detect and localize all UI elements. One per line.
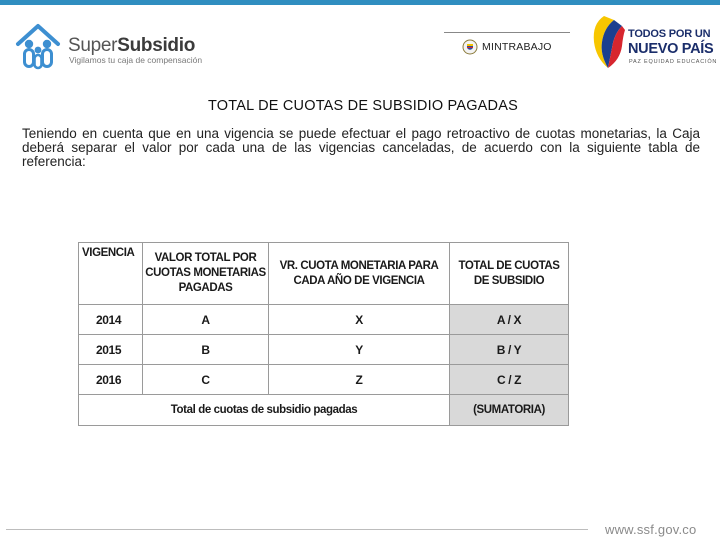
coat-of-arms-icon xyxy=(462,39,478,55)
cell-year: 2015 xyxy=(79,335,143,365)
cell-total: A / X xyxy=(450,305,569,335)
cell-year: 2014 xyxy=(79,305,143,335)
header-vr-cuota: VR. CUOTA MONETARIA PARA CADA AÑO DE VIGENCIA xyxy=(269,243,450,305)
mintrabajo-logo xyxy=(444,26,570,62)
cell-cuota: Z xyxy=(269,365,450,395)
supersubsidio-tagline: Vigilamos tu caja de compensación xyxy=(69,55,203,65)
top-accent-bar xyxy=(0,0,720,5)
nuevo-pais-logo xyxy=(590,14,718,72)
header-vigencia: VIGENCIA xyxy=(79,243,143,305)
supersubsidio-wordmark: SuperSubsidio xyxy=(68,35,196,56)
table-row xyxy=(79,335,569,365)
nuevo-pais-line1: TODOS POR UN xyxy=(628,28,711,40)
header-valor-total: VALOR TOTAL POR CUOTAS MONETARIAS PAGADAS xyxy=(143,243,269,305)
intro-paragraph: Teniendo en cuenta que en una vigencia se puede efectuar el pago retroactivo de cuotas monetarias, la Caja deberá separar el valor por cada una de las vigencias canceladas, de acuerdo con la siguiente tabla de referencia: xyxy=(22,126,700,169)
table-header-row xyxy=(79,243,569,305)
cell-year: 2016 xyxy=(79,365,143,395)
table-total-row xyxy=(79,395,569,426)
cell-cuota: X xyxy=(269,305,450,335)
family-logo-icon xyxy=(14,22,62,72)
footer-url: www.ssf.gov.co xyxy=(605,522,697,537)
footer-rule xyxy=(6,529,588,530)
colombia-flag-swoosh-icon xyxy=(590,14,626,72)
nuevo-pais-line2: NUEVO PAÍS xyxy=(628,41,714,57)
supersubsidio-logo xyxy=(14,22,229,72)
nuevo-pais-line3: PAZ EQUIDAD EDUCACIÓN xyxy=(629,59,718,65)
cell-valor: C xyxy=(143,365,269,395)
cell-total: B / Y xyxy=(450,335,569,365)
table-row xyxy=(79,365,569,395)
header-total-cuotas: TOTAL DE CUOTAS DE SUBSIDIO xyxy=(450,243,569,305)
page-title: TOTAL DE CUOTAS DE SUBSIDIO PAGADAS xyxy=(208,98,518,114)
cell-cuota: Y xyxy=(269,335,450,365)
reference-table xyxy=(78,242,569,426)
mintrabajo-rule xyxy=(444,32,570,33)
mintrabajo-name: MINTRABAJO xyxy=(482,41,552,53)
total-value: (SUMATORIA) xyxy=(450,395,569,426)
cell-valor: B xyxy=(143,335,269,365)
cell-total: C / Z xyxy=(450,365,569,395)
total-label: Total de cuotas de subsidio pagadas xyxy=(79,395,450,426)
cell-valor: A xyxy=(143,305,269,335)
table-row xyxy=(79,305,569,335)
